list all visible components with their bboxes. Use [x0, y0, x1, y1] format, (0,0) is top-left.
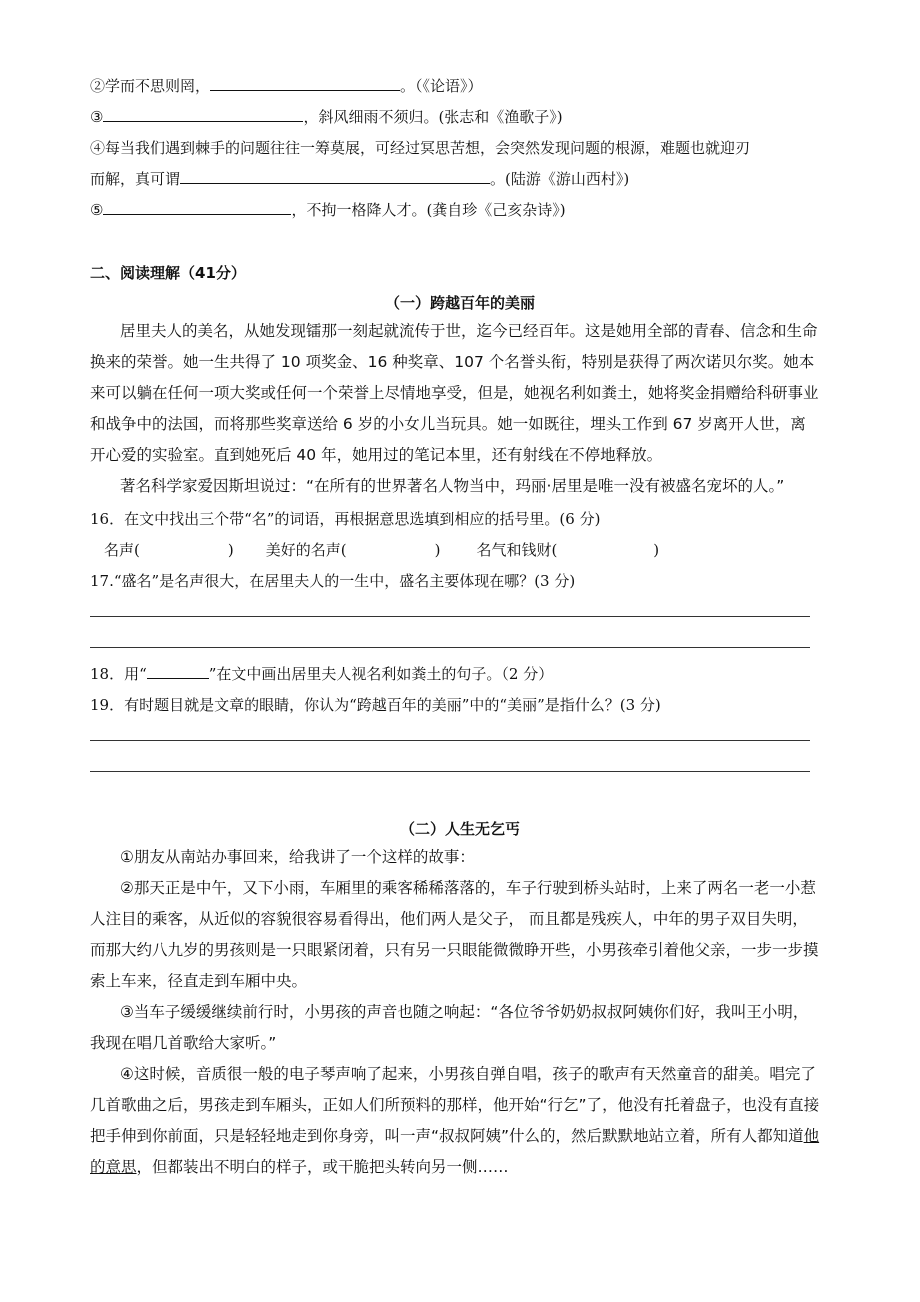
poem-q5-suffix: ，不拘一格降人才。(龚自珍《己亥杂诗》)	[291, 201, 566, 219]
poem-q5	[90, 200, 566, 220]
question-17: 17.“盛名”是名声很大，在居里夫人的一生中，盛名主要体现在哪？(3 分)	[90, 572, 576, 590]
passage2-paragraph-3: ③当车子缓缓继续前行时，小男孩的声音也随之响起：“各位爷爷奶奶叔叔阿姨你们好，我叫王小明，我现在唱几首歌给大家听。”	[90, 1003, 809, 1052]
paragraph-4-text-end: ，但都装出不明白的样子，或干脆把头转向另一侧……	[136, 1158, 509, 1176]
question-18	[90, 664, 553, 684]
answer-blank[interactable]	[210, 76, 400, 91]
paragraph-4-text: ④这时候，音质很一般的电子琴声响了起来，小男孩自弹自唱，孩子的歌声有天然童音的甜美。唱完了几首歌曲之后，男孩走到车厢头，正如人们所预料的那样，他开始“行乞”了，他没有托着盘子，也没有直接把手伸到你前面，只是轻轻地走到你身旁，叫一声“叔叔阿姨”什么的，然后默默地站立着，所有人都知道	[90, 1065, 820, 1145]
option-label: 名声(	[104, 541, 140, 559]
option-close: )	[227, 541, 234, 559]
question-19: 19．有时题目就是文章的眼睛，你认为“跨越百年的美丽”中的“美丽”是指什么？(3 分)	[90, 696, 661, 714]
question-18-suffix: ”在文中画出居里夫人视名利如粪土的句子。（2 分）	[208, 665, 554, 683]
poem-q3-prefix: ③	[90, 108, 104, 126]
passage2-paragraph-4	[90, 1059, 820, 1183]
poem-q4-line2	[90, 169, 629, 189]
answer-line[interactable]	[90, 740, 810, 741]
poem-q4-suffix: 。(陆游《游山西村》)	[490, 170, 630, 188]
passage1-paragraph-2: 著名科学家爱因斯坦说过：“在所有的世界著名人物当中，玛丽·居里是唯一没有被盛名宠坏的人。”	[120, 477, 785, 495]
answer-blank[interactable]	[103, 107, 303, 122]
passage2-title: （二）人生无乞丐	[399, 820, 520, 838]
passage1-title: （一）跨越百年的美丽	[384, 294, 535, 312]
underlined-phrase: 他的意思	[90, 1127, 820, 1176]
poem-q4-line1: ④每当我们遇到棘手的问题往往一筹莫展，可经过冥思苦想，会突然发现问题的根源，难题也就迎刃	[90, 139, 751, 157]
answer-line[interactable]	[90, 616, 810, 617]
poem-q2-suffix: 。（《论语》）	[400, 77, 483, 95]
underline-marker	[147, 664, 209, 679]
poem-q2-prefix: ②学而不思则罔，	[90, 77, 211, 95]
answer-line[interactable]	[90, 647, 810, 648]
option-close: )	[434, 541, 441, 559]
answer-line[interactable]	[90, 771, 810, 772]
passage2-paragraph-1: ①朋友从南站办事回来，给我讲了一个这样的故事：	[120, 848, 475, 866]
question-16-options	[104, 540, 659, 560]
poem-q2	[90, 76, 483, 96]
section-heading: 二、阅读理解（41分）	[90, 264, 246, 282]
option-label: 美好的名声(	[265, 541, 347, 559]
poem-q5-prefix: ⑤	[90, 201, 104, 219]
poem-q3-suffix: ，斜风细雨不须归。(张志和《渔歌子》)	[303, 108, 563, 126]
answer-blank[interactable]	[103, 200, 291, 215]
option-close: )	[653, 541, 660, 559]
poem-q4-prefix: 而解，真可谓	[90, 170, 181, 188]
passage2-paragraph-2: ②那天正是中午，又下小雨，车厢里的乘客稀稀落落的，车子行驶到桥头站时，上来了两名一老一小惹人注目的乘客，从近似的容貌很容易看得出，他们两人是父子， 而且都是残疾人，中年的男子双目失明，而那大约八九岁的男孩则是一只眼紧闭着，只有另一只眼能微微睁开些，小男孩牵引着他父亲，一步一步摸索上车来，径直走到车厢中央。	[90, 879, 819, 990]
question-18-prefix: 18．用“	[90, 665, 147, 683]
answer-blank[interactable]	[180, 169, 490, 184]
poem-q3	[90, 107, 563, 127]
question-16: 16．在文中找出三个带“名”的词语，再根据意思选填到相应的括号里。(6 分)	[90, 510, 601, 528]
passage1-paragraph-1: 居里夫人的美名，从她发现镭那一刻起就流传于世，迄今已经百年。这是她用全部的青春、信念和生命换来的荣誉。她一生共得了 10 项奖金、16 种奖章、107 个名誉头衔，特别是获得了两次诺贝尔奖。她本来可以躺在任何一项大奖或任何一个荣誉上尽情地享受，但是，她视名利如粪土，她将奖金捐赠给科研事业和战争中的法国，而将那些奖章送给 6 岁的小女儿当玩具。她一如既往，埋头工作到 67 岁离开人世，离开心爱的实验室。直到她死后 40 年，她用过的笔记本里，还有射线在不停地释放。	[90, 322, 819, 464]
option-label: 名气和钱财(	[476, 541, 558, 559]
